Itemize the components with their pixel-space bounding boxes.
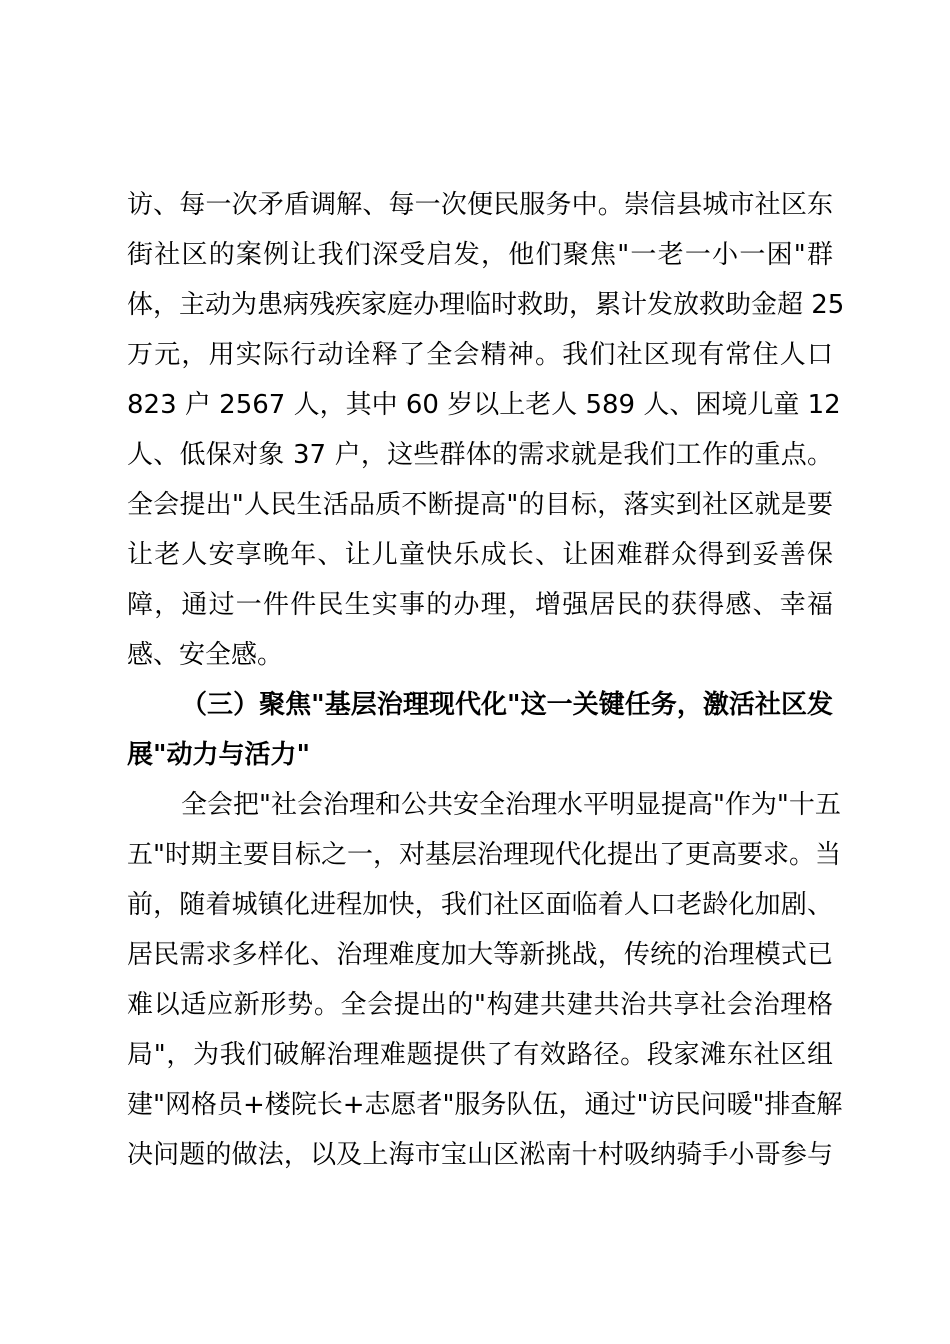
paragraph-grassroots-governance [127,780,843,1180]
text-line: 决问题的做法，以及上海市宝山区淞南十村吸纳骑手小哥参与 [127,1140,833,1170]
text-line: 街社区的案例让我们深受启发，他们聚焦"一老一小一困"群 [127,240,833,270]
section-heading-3 [127,680,833,780]
text-line: 感、安全感。 [127,640,284,670]
heading-line: （三）聚焦"基层治理现代化"这一关键任务，激活社区发 [181,690,833,720]
text-line: 障，通过一件件民生实事的办理，增强居民的获得感、幸福 [127,590,833,620]
text-line: 人、低保对象 37 户，这些群体的需求就是我们工作的重点。 [127,440,833,470]
text-line: 让老人安享晚年、让儿童快乐成长、让困难群众得到妥善保 [127,540,833,570]
text-line: 建"网格员+楼院长+志愿者"服务队伍，通过"访民问暖"排查解 [127,1090,843,1120]
paragraph-community-services [127,180,845,680]
text-line: 823 户 2567 人，其中 60 岁以上老人 589 人、困境儿童 12 [127,390,841,420]
text-line: 访、每一次矛盾调解、每一次便民服务中。崇信县城市社区东 [127,190,833,220]
text-line: 全会提出"人民生活品质不断提高"的目标，落实到社区就是要 [127,490,833,520]
heading-line: 展"动力与活力" [127,740,311,770]
text-line: 体，主动为患病残疾家庭办理临时救助，累计发放救助金超 25 [127,290,845,320]
text-line: 前，随着城镇化进程加快，我们社区面临着人口老龄化加剧、 [127,890,833,920]
text-line: 全会把"社会治理和公共安全治理水平明显提高"作为"十五 [181,790,841,820]
text-line: 万元，用实际行动诠释了全会精神。我们社区现有常住人口 [127,340,833,370]
text-line: 居民需求多样化、治理难度加大等新挑战，传统的治理模式已 [127,940,833,970]
document-page [127,180,845,1180]
text-line: 五"时期主要目标之一，对基层治理现代化提出了更高要求。当 [127,840,841,870]
text-line: 难以适应新形势。全会提出的"构建共建共治共享社会治理格 [127,990,833,1020]
text-line: 局"，为我们破解治理难题提供了有效路径。段家滩东社区组 [127,1040,833,1070]
